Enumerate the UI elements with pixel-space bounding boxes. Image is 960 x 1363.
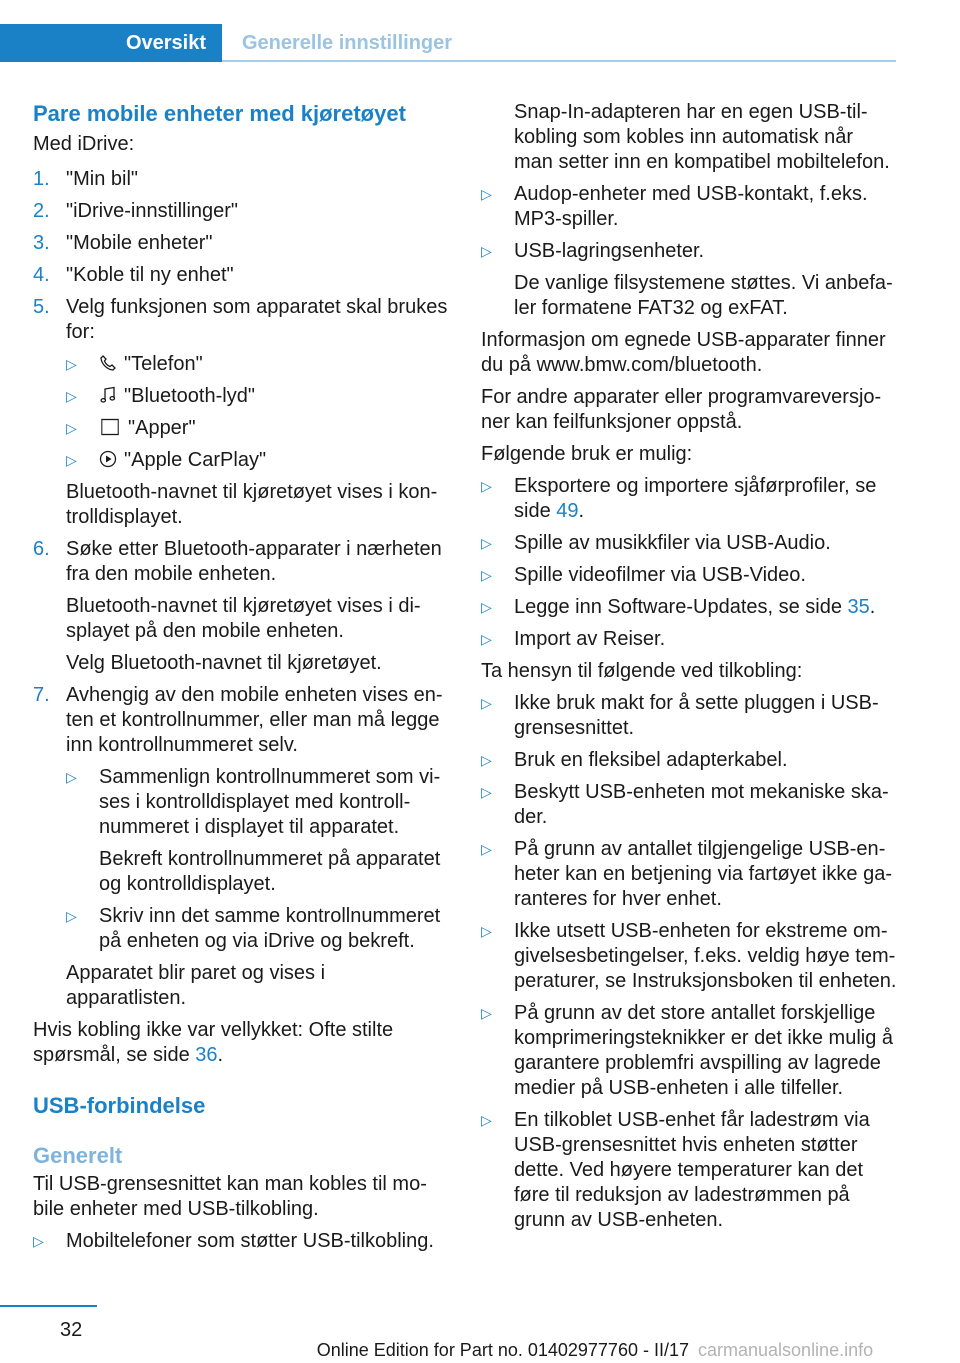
triangle-bullet-icon — [481, 531, 495, 556]
bullet-item — [481, 748, 897, 773]
section-title-pair: Pare mobile enheter med kjøretøyet — [33, 101, 406, 126]
bullet-item — [481, 1108, 897, 1233]
triangle-bullet-icon — [66, 384, 80, 409]
bullet-text: Legge inn Software-Updates, se side — [514, 596, 842, 618]
step-text: "Mobile enheter" — [66, 232, 213, 254]
page-link[interactable]: 36 — [195, 1044, 218, 1066]
section-title-usb: USB-forbindelse — [33, 1093, 206, 1118]
info-text: Informasjon om egnede USB-apparater finner du på www.bmw.com/bluetooth. — [481, 329, 886, 376]
step-3 — [33, 231, 448, 256]
bullet-text: Skriv inn det samme kontrollnummeret på enheten og via iDrive og bekreft. — [99, 905, 441, 952]
step-2 — [33, 199, 448, 224]
carplay-icon — [99, 450, 117, 468]
triangle-bullet-icon — [481, 182, 495, 207]
option-label: "Telefon" — [124, 353, 203, 375]
option-label: "Apper" — [128, 417, 196, 439]
step-number: 6. — [33, 538, 50, 560]
step-text: "iDrive-innstillinger" — [66, 200, 239, 222]
step-text: Søke etter Bluetooth-apparater i nærheten fra den mobile enheten. — [66, 538, 442, 585]
phone-note: Snap-In-adapteren har en egen USB-tilkobling som kobles inn automatisk når man setter inn en kompatibel mobiltelefon. — [514, 101, 890, 173]
triangle-bullet-icon — [481, 919, 495, 944]
bullet-item — [33, 1229, 448, 1254]
step-number: 1. — [33, 168, 50, 190]
bullet-text: En tilkoblet USB-enhet får ladestrøm via USB-grensesnittet hvis enheten støtter dette. Ved høyere temperaturer kan det føre til reduksjon av ladestrømmen på grunn av USB-enheten. — [514, 1109, 870, 1231]
triangle-bullet-icon — [481, 748, 495, 773]
triangle-bullet-icon — [481, 691, 495, 716]
bullet-note: De vanlige filsystemene støttes. Vi anbefaler formatene FAT32 og exFAT. — [514, 272, 893, 319]
triangle-bullet-icon — [66, 765, 80, 790]
step-text: Velg funksjonen som apparatet skal brukes for: — [66, 296, 448, 343]
triangle-bullet-icon — [66, 904, 80, 929]
bullet-item — [66, 765, 448, 897]
triangle-bullet-icon — [481, 563, 495, 588]
bullet-item — [481, 627, 897, 652]
bullet-item — [481, 531, 897, 556]
bullet-text: Ikke bruk makt for å sette pluggen i USB-grensesnittet. — [514, 692, 879, 739]
bullet-text: USB-lagringsenheter. — [514, 240, 705, 262]
care-intro: Ta hensyn til følgende ved tilkobling: — [481, 660, 803, 682]
bullet-text: Audop-enheter med USB-kontakt, f.eks. MP3-spiller. — [514, 183, 868, 230]
bullet-item — [481, 239, 897, 321]
header-divider — [222, 60, 896, 62]
triangle-bullet-icon — [481, 780, 495, 805]
bullet-text: Beskytt USB-enheten mot mekaniske skader. — [514, 781, 889, 828]
fail-text: Hvis kobling ikke var vellykket: Ofte stilte spørsmål, se side 36. — [33, 1019, 394, 1066]
triangle-bullet-icon — [481, 595, 495, 620]
step-7 — [33, 683, 448, 1011]
step5-note: Bluetooth-navnet til kjøretøyet vises i kontrolldisplayet. — [66, 481, 438, 528]
other-text: For andre apparater eller programvareversjoner kan feilfunksjoner oppstå. — [481, 386, 882, 433]
triangle-bullet-icon — [481, 627, 495, 652]
step7-note: Apparatet blir paret og vises i apparatlisten. — [66, 962, 326, 1009]
page-link[interactable]: 35 — [847, 596, 870, 618]
step6-note: Velg Bluetooth-navnet til kjøretøyet. — [66, 652, 382, 674]
step-text: "Koble til ny enhet" — [66, 264, 234, 286]
general-text: Til USB-grensesnittet kan man kobles til mobile enheter med USB-tilkobling. — [33, 1173, 427, 1220]
option-apper — [66, 416, 448, 441]
bullet-item — [481, 1001, 897, 1101]
triangle-bullet-icon — [66, 352, 80, 377]
bullet-text: På grunn av antallet tilgjengelige USB-enheter kan en betjening via fartøyet ikke garanteres for hver enhet. — [514, 838, 892, 910]
step-text: Avhengig av den mobile enheten vises enten et kontrollnummer, eller man må legge inn kontrollnummeret selv. — [66, 684, 443, 756]
bullet-note: Bekreft kontrollnummeret på apparatet og kontrolldisplayet. — [99, 848, 441, 895]
step-number: 5. — [33, 296, 50, 318]
bullet-text: Import av Reiser. — [514, 628, 666, 650]
bullet-text: Ikke utsett USB-enheten for ekstreme omgivelsesbetingelser, f.eks. veldig høye temperaturer, se Instruksjonsboken til enheten. — [514, 920, 897, 992]
triangle-bullet-icon — [481, 837, 495, 862]
bullet-item — [481, 780, 897, 830]
bullet-item — [481, 182, 897, 232]
music-note-icon — [99, 386, 117, 404]
right-column — [481, 100, 897, 1233]
bullet-item — [481, 691, 897, 741]
bullet-item — [481, 919, 897, 994]
step-number: 3. — [33, 232, 50, 254]
triangle-bullet-icon — [481, 239, 495, 264]
triangle-bullet-icon — [66, 448, 80, 473]
bullet-text: Mobiltelefoner som støtter USB-tilkobling. — [66, 1230, 434, 1252]
bullet-item: ▷ Eksportere og importere sjåførprofiler, se side 49. — [481, 474, 897, 524]
usage-intro: Følgende bruk er mulig: — [481, 443, 693, 465]
tab-generelle-innstillinger[interactable]: Generelle innstillinger — [242, 31, 453, 54]
page-number: 32 — [60, 1319, 83, 1341]
triangle-bullet-icon — [66, 416, 80, 441]
bullet-item — [481, 837, 897, 912]
footer-divider — [0, 1305, 97, 1307]
triangle-bullet-icon — [481, 1001, 495, 1026]
triangle-bullet-icon — [33, 1229, 47, 1254]
bullet-text: Bruk en fleksibel adapterkabel. — [514, 749, 788, 771]
step-number: 7. — [33, 684, 50, 706]
option-bluetooth-lyd — [66, 384, 448, 409]
step-4 — [33, 263, 448, 288]
option-telefon — [66, 352, 448, 377]
step-1 — [33, 167, 448, 192]
bullet-text: Sammenlign kontrollnummeret som vises i kontrolldisplayet med kontrollnummeret i displayet til apparatet. — [99, 766, 441, 838]
bullet-item — [481, 563, 897, 588]
bullet-item — [66, 904, 448, 954]
step-number: 4. — [33, 264, 50, 286]
bullet-item: ▷ Legge inn Software-Updates, se side 35. — [481, 595, 897, 620]
option-label: "Bluetooth-lyd" — [124, 385, 255, 407]
watermark: carmanualsonline.info — [698, 1340, 874, 1360]
tab-oversikt[interactable]: Oversikt — [0, 24, 222, 62]
step-number: 2. — [33, 200, 50, 222]
option-apple-carplay — [66, 448, 448, 473]
bullet-text: Spille videofilmer via USB-Video. — [514, 564, 806, 586]
step6-note: Bluetooth-navnet til kjøretøyet vises i displayet på den mobile enheten. — [66, 595, 421, 642]
header-tabs — [0, 24, 896, 62]
page-link[interactable]: 49 — [556, 500, 579, 522]
triangle-bullet-icon — [481, 474, 495, 499]
subsection-title-generelt: Generelt — [33, 1143, 123, 1168]
step-6 — [33, 537, 448, 676]
bullet-text: På grunn av det store antallet forskjellige komprimeringsteknikker er det ikke mulig å garantere problemfri avspilling av lagrede medier på USB-enheten i alle tilfeller. — [514, 1002, 894, 1099]
step-text: "Min bil" — [66, 168, 138, 190]
intro-text: Med iDrive: — [33, 133, 135, 155]
edition-text: Online Edition for Part no. 01402977760 - II/17 — [316, 1340, 689, 1360]
bullet-text: Spille av musikkfiler via USB-Audio. — [514, 532, 831, 554]
bullet-text: Eksportere og importere sjåførprofiler, se side — [514, 475, 877, 522]
triangle-bullet-icon — [481, 1108, 495, 1133]
apps-square-icon — [99, 418, 121, 436]
fail-text-body: Hvis kobling ikke var vellykket: Ofte stilte spørsmål, se side — [33, 1019, 394, 1066]
left-column — [33, 100, 448, 1254]
phone-icon — [99, 354, 117, 372]
option-label: "Apple CarPlay" — [124, 449, 267, 471]
step-5 — [33, 295, 448, 530]
